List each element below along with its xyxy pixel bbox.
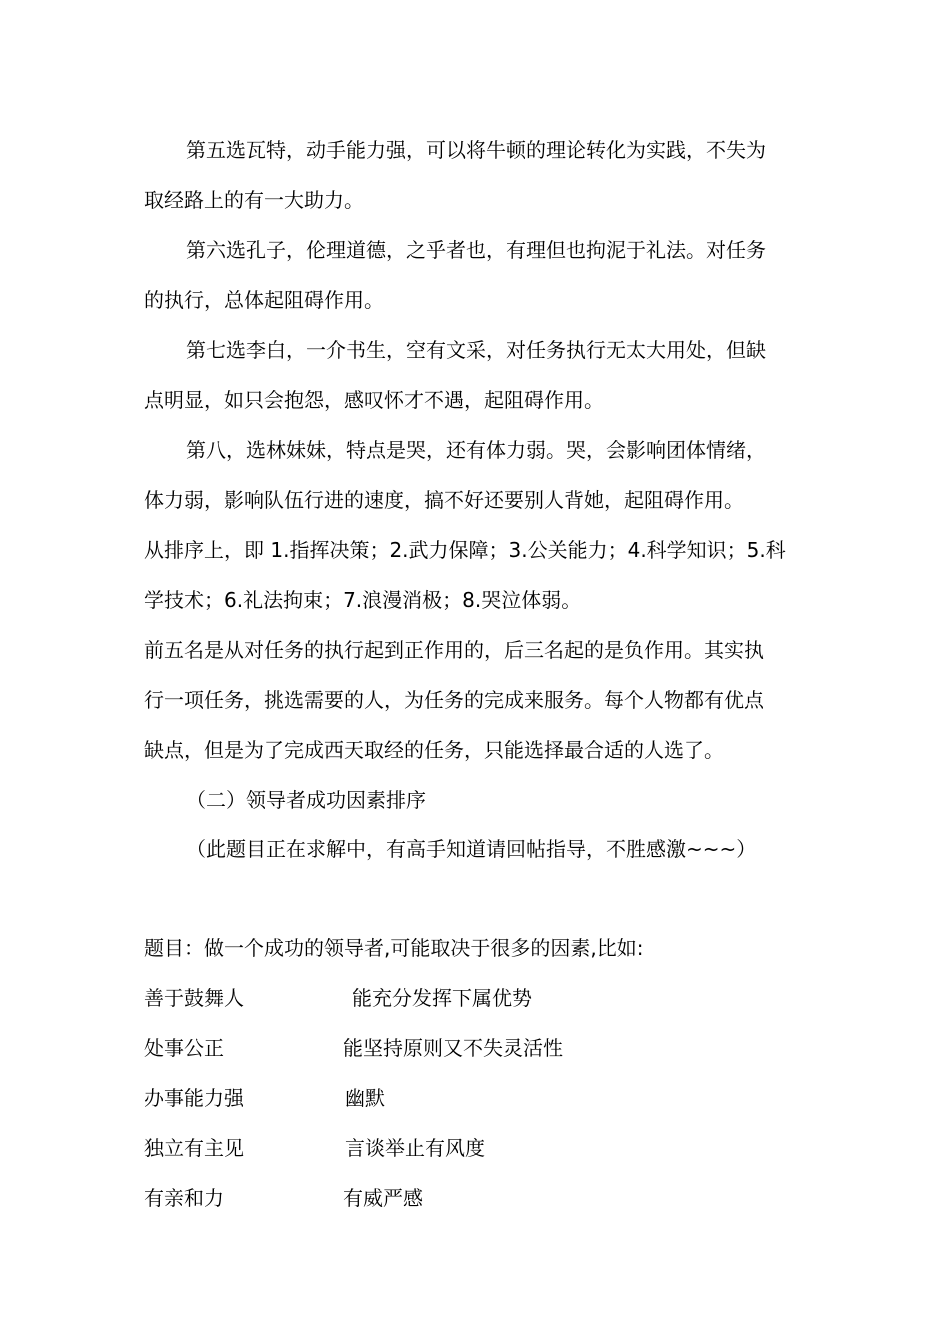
section-note: （此题目正在求解中，有高手知道请回帖指导，不胜感激~~~）	[186, 837, 757, 861]
factor-left-5: 有亲和力	[144, 1186, 224, 1210]
paragraph-8-line-1: 第八，选林妹妹，特点是哭，还有体力弱。哭，会影响团体情绪，	[186, 438, 766, 462]
ranking-order-line-1: 从排序上，即 1.指挥决策；2.武力保障；3.公关能力；4.科学知识；5.科	[144, 538, 786, 562]
section-heading: （二）领导者成功因素排序	[186, 788, 426, 812]
paragraph-7-line-1: 第七选李白，一介书生，空有文采，对任务执行无太大用处，但缺	[186, 338, 766, 362]
paragraph-6-line-1: 第六选孔子，伦理道德，之乎者也，有理但也拘泥于礼法。对任务	[186, 238, 766, 262]
factor-left-1: 善于鼓舞人	[144, 986, 244, 1010]
summary-line-3: 缺点，但是为了完成西天取经的任务，只能选择最合适的人选了。	[144, 738, 724, 762]
factor-right-3: 幽默	[345, 1086, 385, 1110]
summary-line-1: 前五名是从对任务的执行起到正作用的，后三名起的是负作用。其实执	[144, 638, 764, 662]
paragraph-8-line-2: 体力弱，影响队伍行进的速度，搞不好还要别人背她，起阻碍作用。	[144, 488, 744, 512]
factor-right-4: 言谈举止有风度	[345, 1136, 485, 1160]
paragraph-5-line-2: 取经路上的有一大助力。	[144, 188, 364, 212]
factor-right-1: 能充分发挥下属优势	[352, 986, 532, 1010]
factor-right-2: 能坚持原则又不失灵活性	[343, 1036, 563, 1060]
paragraph-5-line-1: 第五选瓦特，动手能力强，可以将牛顿的理论转化为实践，不失为	[186, 138, 766, 162]
factor-left-3: 办事能力强	[144, 1086, 244, 1110]
summary-line-2: 行一项任务，挑选需要的人，为任务的完成来服务。每个人物都有优点	[144, 688, 764, 712]
factor-right-5: 有威严感	[343, 1186, 423, 1210]
factor-left-2: 处事公正	[144, 1036, 224, 1060]
paragraph-6-line-2: 的执行，总体起阻碍作用。	[144, 288, 384, 312]
question-prompt: 题目：做一个成功的领导者,可能取决于很多的因素,比如:	[144, 936, 644, 960]
paragraph-7-line-2: 点明显，如只会抱怨，感叹怀才不遇，起阻碍作用。	[144, 388, 604, 412]
factor-left-4: 独立有主见	[144, 1136, 244, 1160]
ranking-order-line-2: 学技术；6.礼法拘束；7.浪漫消极；8.哭泣体弱。	[144, 588, 582, 612]
